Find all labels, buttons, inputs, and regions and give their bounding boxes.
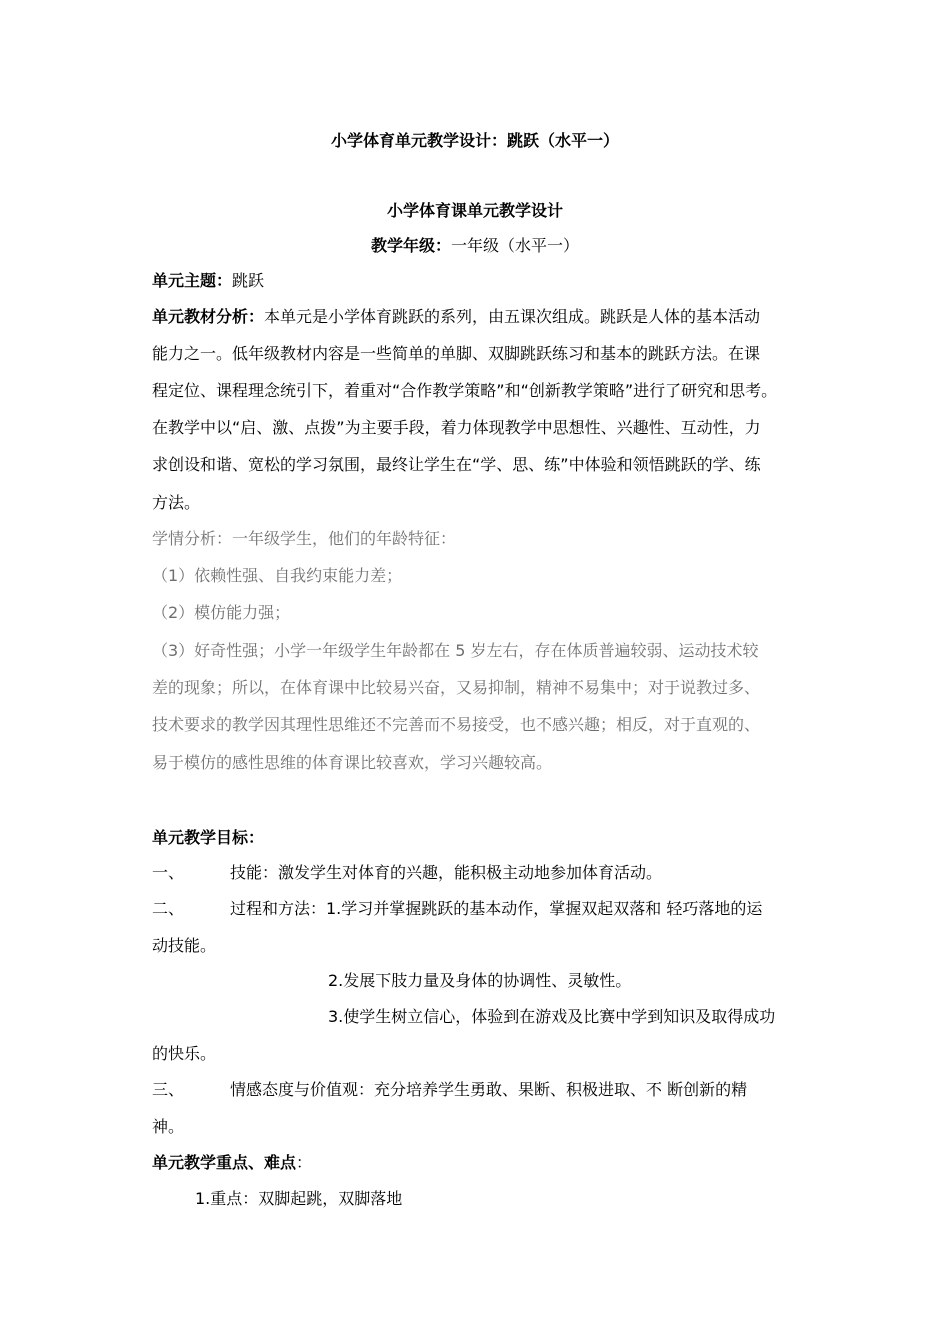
- objective-item: [152, 896, 762, 919]
- objective-text: 动技能。: [152, 936, 217, 955]
- key-points-heading: [152, 1150, 312, 1173]
- grade-label: 教学年级：: [370, 236, 451, 255]
- objective-number: 三、: [152, 1080, 185, 1099]
- student-analysis-line: 学情分析：一年级学生，他们的年龄特征：: [152, 529, 457, 548]
- student-analysis-line: （3）好奇性强；小学一年级学生年龄都在 5 岁左右，存在体质普遍较弱、运动技术较: [152, 641, 759, 660]
- analysis-line: 在教学中以“启、激、点拨”为主要手段，着力体现教学中思想性、兴趣性、互动性，力: [152, 418, 761, 437]
- objective-number: 二、: [152, 899, 185, 918]
- grade-line: [0, 233, 950, 256]
- grade-value: 一年级（水平一）: [451, 236, 580, 255]
- objective-subitem: 2.发展下肢力量及身体的协调性、灵敏性。: [328, 971, 632, 990]
- objective-subitem: 3.使学生树立信心，体验到在游戏及比赛中学到知识及取得成功: [328, 1007, 776, 1026]
- document-subtitle: 小学体育课单元教学设计: [386, 201, 563, 220]
- key-point-item: 1.重点：双脚起跳，双脚落地: [195, 1189, 403, 1208]
- theme-label: 单元主题：: [152, 271, 233, 290]
- objective-number: 一、: [152, 863, 185, 882]
- objective-item: [152, 1077, 747, 1100]
- theme-value: 跳跃: [232, 271, 265, 290]
- analysis-text: 本单元是小学体育跳跃的系列，由五课次组成。跳跃是人体的基本活动: [264, 307, 761, 326]
- objective-text: 技能：激发学生对体育的兴趣，能积极主动地参加体育活动。: [230, 863, 663, 882]
- analysis-line: 能力之一。低年级教材内容是一些简单的单脚、双脚跳跃练习和基本的跳跃方法。在课: [152, 344, 761, 363]
- analysis-label: 单元教材分析：: [152, 307, 265, 326]
- objective-text: 情感态度与价值观：充分培养学生勇敢、果断、积极进取、不 断创新的精: [230, 1080, 748, 1099]
- key-points-colon: ：: [296, 1153, 313, 1172]
- objective-text: 的快乐。: [152, 1044, 217, 1063]
- analysis-line: 方法。: [152, 493, 201, 512]
- document-title: 小学体育单元教学设计：跳跃（水平一）: [330, 131, 619, 150]
- student-analysis-line: 易于模仿的感性思维的体育课比较喜欢，学习兴趣较高。: [152, 753, 553, 772]
- objective-text: 神。: [152, 1117, 185, 1136]
- analysis-line: 求创设和谐、宽松的学习氛围，最终让学生在“学、思、练”中体验和领悟跳跃的学、练: [152, 455, 761, 474]
- objective-item: [152, 860, 662, 883]
- analysis-line: 程定位、课程理念统引下，着重对“合作教学策略”和“创新教学策略”进行了研究和思考。: [152, 381, 778, 400]
- theme-line: [152, 268, 264, 291]
- analysis-line: [152, 304, 760, 327]
- objective-text: 过程和方法：1.学习并掌握跳跃的基本动作，掌握双起双落和 轻巧落地的运: [230, 899, 763, 918]
- student-analysis-line: 差的现象；所以，在体育课中比较易兴奋，又易抑制，精神不易集中；对于说教过多、: [152, 678, 761, 697]
- student-analysis-line: 技术要求的教学因其理性思维还不完善而不易接受，也不感兴趣；相反，对于直观的、: [152, 715, 761, 734]
- objectives-label: 单元教学目标：: [152, 828, 265, 847]
- student-analysis-line: （2）模仿能力强；: [152, 603, 291, 622]
- key-points-label: 单元教学重点、难点: [152, 1153, 297, 1172]
- student-analysis-line: （1）依赖性强、自我约束能力差；: [152, 566, 403, 585]
